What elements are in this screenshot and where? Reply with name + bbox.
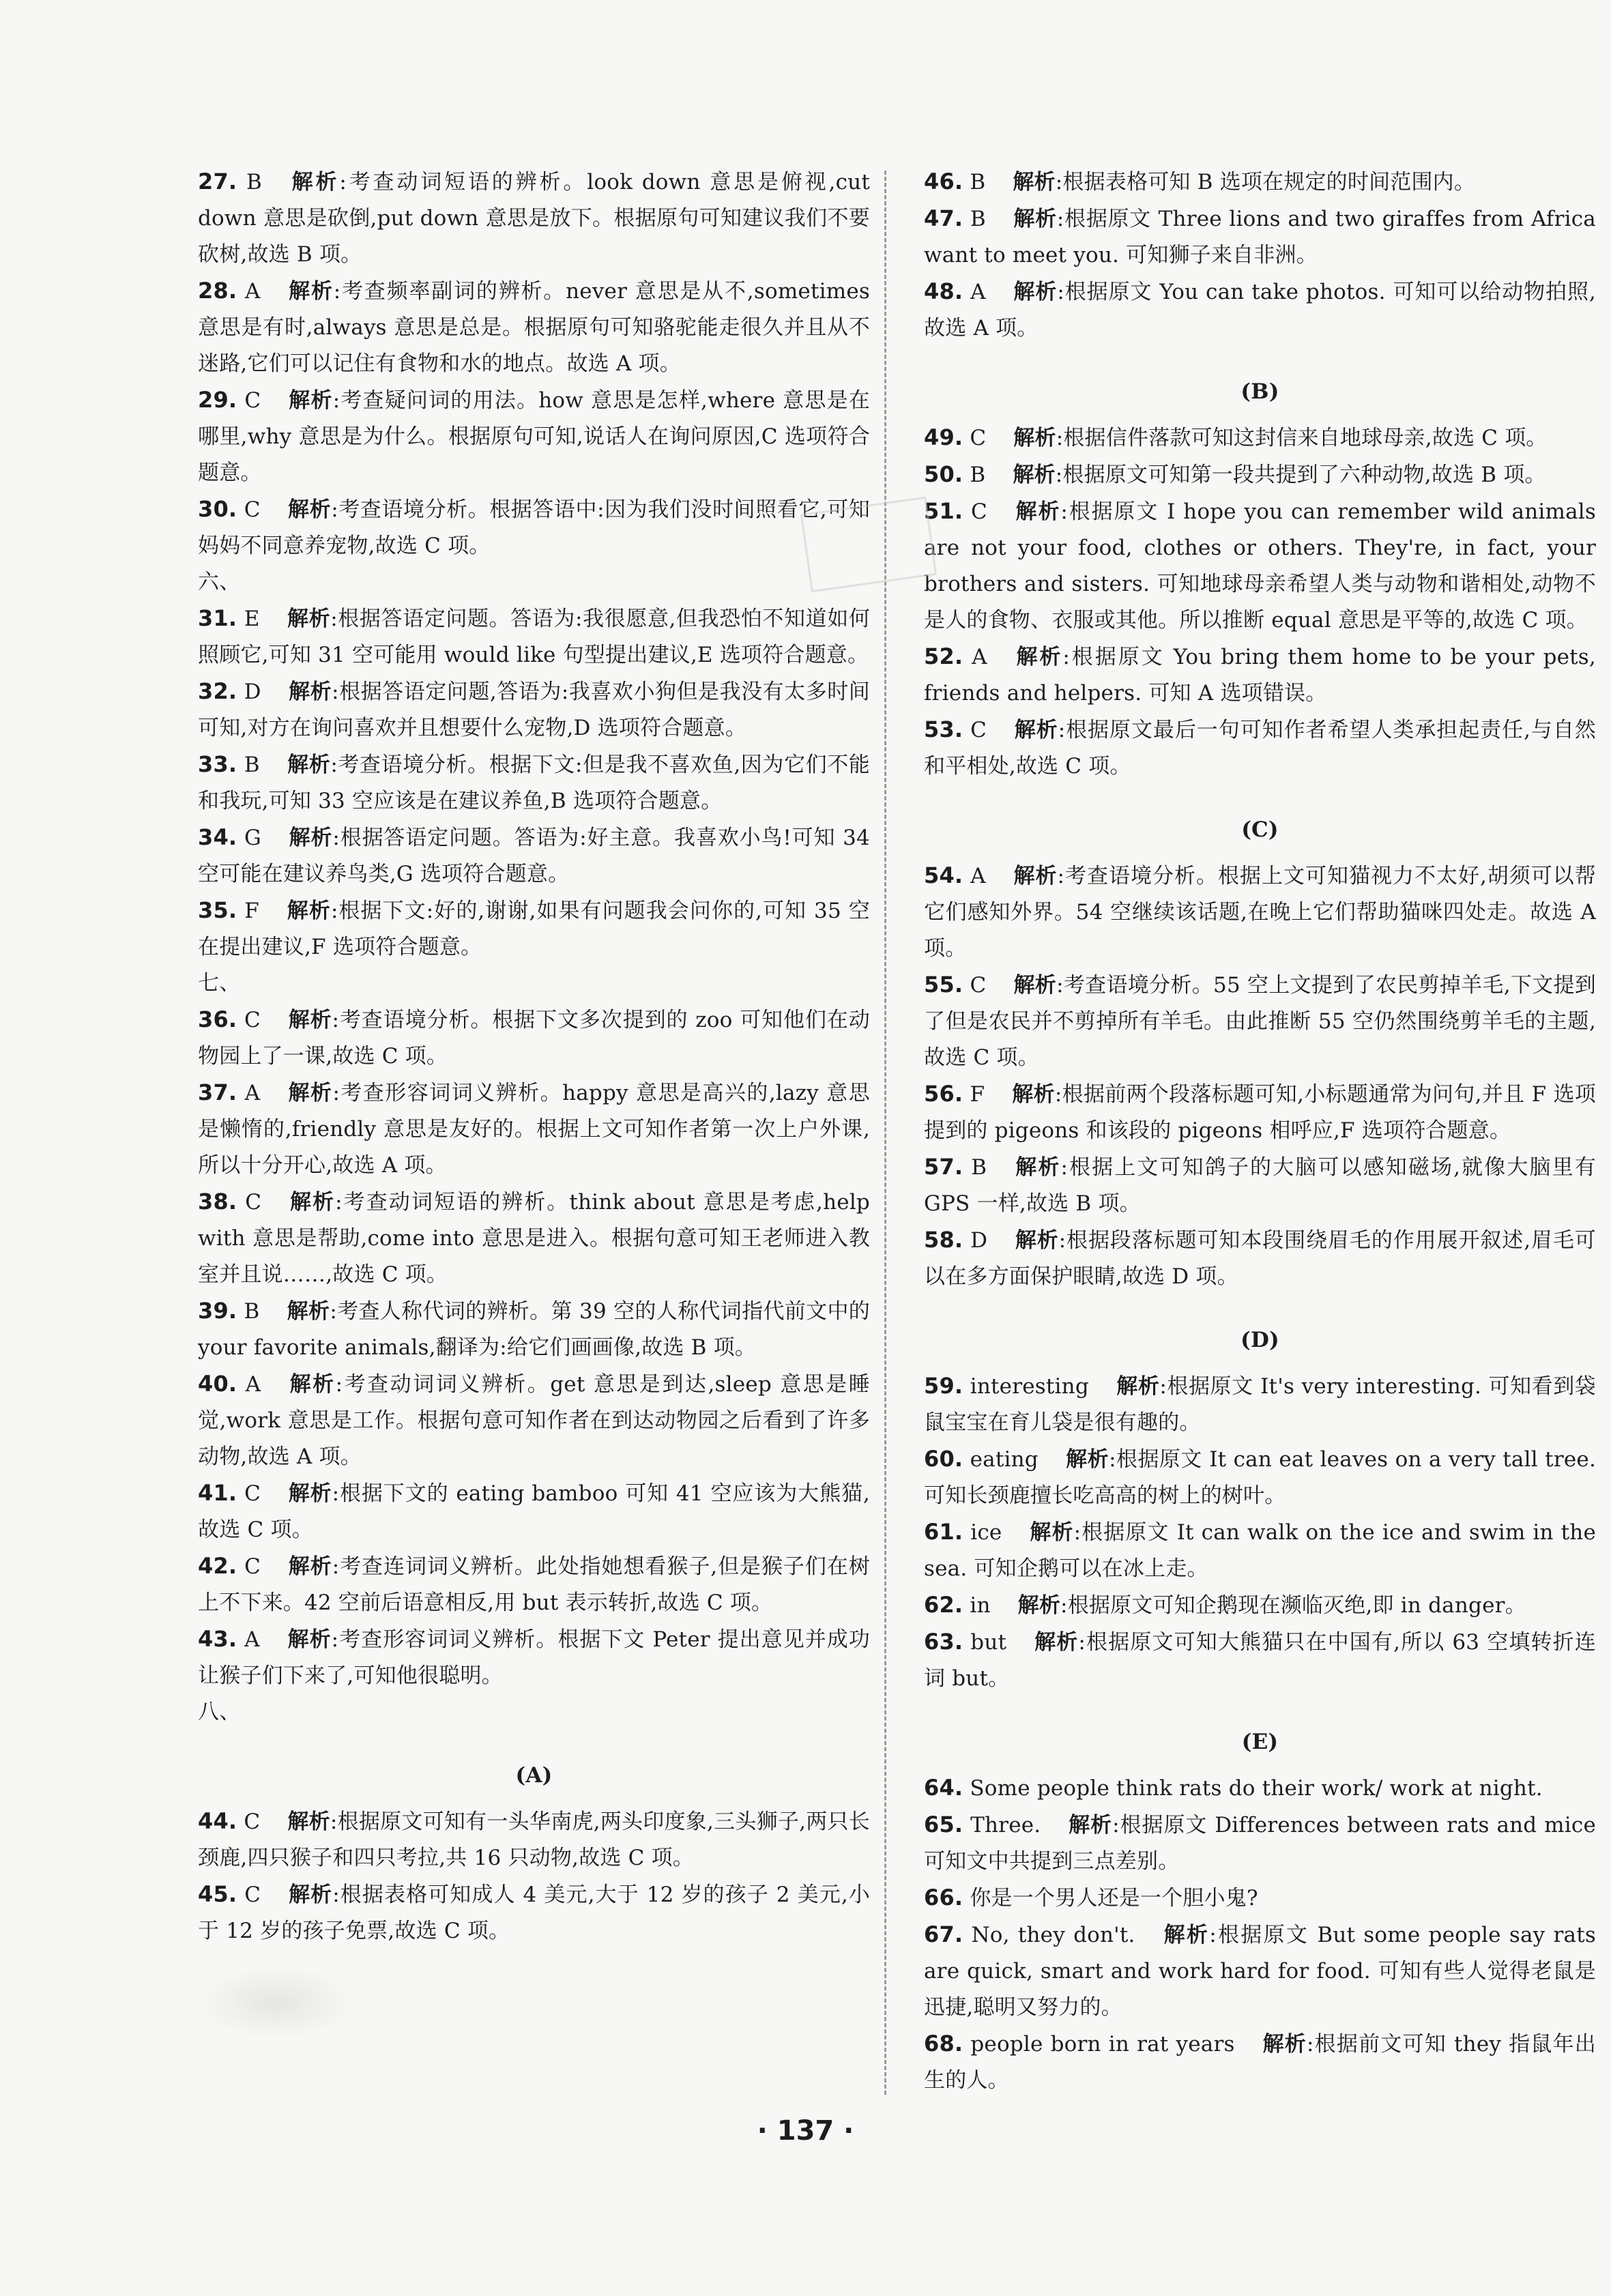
analysis-label: 解析 <box>1014 499 1061 524</box>
answer-entry <box>924 1441 1596 1514</box>
answer-entry <box>924 1149 1596 1222</box>
question-number: 29. <box>198 387 237 413</box>
analysis-text: :根据原文 It can eat leaves on a very tall tree. 可知长颈鹿擅长吃高高的树上的树叶。 <box>924 1447 1596 1508</box>
analysis-text: :考查疑问词的用法。how 意思是怎样,where 意思是在哪里,why 意思是为什么。根据原句可知,说话人在询问原因,C 选项符合题意。 <box>198 388 870 485</box>
answer-choice: D <box>963 1228 988 1253</box>
analysis-label: 解析 <box>1014 718 1058 742</box>
answer-entry <box>924 1514 1596 1587</box>
question-number: 60. <box>924 1446 963 1472</box>
analysis-text: 你是一个男人还是一个胆小鬼? <box>963 1886 1258 1910</box>
right-column <box>924 164 1596 2099</box>
question-number: 66. <box>924 1885 963 1910</box>
watermark-smudge <box>198 1965 355 2040</box>
answer-choice: ice <box>963 1520 1002 1545</box>
question-number: 38. <box>198 1189 237 1215</box>
question-number: 50. <box>924 461 963 487</box>
question-number: 61. <box>924 1519 963 1545</box>
analysis-label: 解析 <box>1162 1923 1210 1947</box>
analysis-label: 解析 <box>287 1081 333 1105</box>
answer-entry <box>924 1770 1596 1807</box>
analysis-text: :考查语境分析。根据下文多次提到的 zoo 可知他们在动物园上了一课,故选 C 项。 <box>198 1008 870 1069</box>
answer-choice: C <box>237 497 261 522</box>
answer-entry <box>924 1917 1596 2026</box>
analysis-label: 解析 <box>287 497 332 522</box>
analysis-text: :考查形容词词义辨析。根据下文 Peter 提出意见并成功让猴子们下来了,可知他很聪明。 <box>198 1627 870 1688</box>
answer-choice: A <box>963 864 986 888</box>
analysis-label: 解析 <box>288 1554 332 1579</box>
analysis-text: :考查语境分析。55 空上文提到了农民剪掉羊毛,下文提到了但是农民并不剪掉所有羊毛。由此推断 55 空仍然围绕剪羊毛的主题,故选 C 项。 <box>924 973 1597 1070</box>
answer-choice: B <box>963 463 986 487</box>
question-number: 46. <box>924 169 963 194</box>
answer-choice: C <box>237 1554 261 1579</box>
answer-entry <box>198 1184 870 1293</box>
analysis-label: 解析 <box>1116 1374 1160 1399</box>
analysis-label: 解析 <box>287 753 331 777</box>
answer-choice: C <box>963 973 987 998</box>
question-number: 58. <box>924 1227 963 1253</box>
answer-entry <box>924 1222 1596 1295</box>
answer-entry <box>198 164 870 273</box>
answer-choice: in <box>963 1593 991 1618</box>
answer-choice: A <box>237 1627 260 1652</box>
question-number: 30. <box>198 496 237 522</box>
answer-entry <box>198 819 870 892</box>
passage-label: (A) <box>515 1763 553 1788</box>
analysis-label: 解析 <box>289 170 340 194</box>
question-number: 49. <box>924 424 963 450</box>
answer-choice: people born in rat years <box>963 2032 1235 2057</box>
analysis-text: :考查连词词义辨析。此处指她想看猴子,但是猴子们在树上不下来。42 空前后语意相反,用 but 表示转折,故选 C 项。 <box>198 1554 870 1615</box>
passage-label: (B) <box>1240 379 1279 404</box>
analysis-text: :根据表格可知成人 4 美元,大于 12 岁的孩子 2 美元,小于 12 岁的孩子免票,故选 C 项。 <box>198 1883 870 1943</box>
answer-entry <box>198 491 870 564</box>
answer-choice: A <box>237 279 261 304</box>
question-number: 63. <box>924 1629 963 1655</box>
answer-choice: B <box>237 1299 260 1324</box>
answer-entry <box>924 858 1596 967</box>
analysis-text: :考查人称代词的辨析。第 39 空的人称代词指代前文中的 your favorite animals,翻译为:给它们画画像,故选 B 项。 <box>198 1299 870 1360</box>
analysis-text: :根据原文 You can take photos. 可知可以给动物拍照,故选 A 项。 <box>924 280 1596 340</box>
section-heading: 六、 <box>198 570 241 594</box>
answer-choice: A <box>237 1372 261 1397</box>
analysis-text: :根据原文可知有一头华南虎,两头印度象,三头狮子,两只长颈鹿,四只猴子和四只考拉,共 16 只动物,故选 C 项。 <box>198 1810 870 1870</box>
answer-entry <box>198 1002 870 1075</box>
analysis-label: 解析 <box>1013 207 1057 231</box>
answer-entry <box>924 1880 1596 1917</box>
question-number: 57. <box>924 1154 963 1180</box>
passage-label: (E) <box>1241 1730 1279 1754</box>
analysis-text: :根据原文可知大熊猫只在中国有,所以 63 空填转折连词 but。 <box>924 1630 1596 1691</box>
left-column <box>198 164 870 1949</box>
analysis-label: 解析 <box>288 826 333 850</box>
answer-entry <box>924 639 1596 712</box>
analysis-label: 解析 <box>1013 170 1056 194</box>
answer-choice: B <box>963 207 986 231</box>
answer-entry <box>924 712 1596 785</box>
question-number: 47. <box>924 205 963 231</box>
question-number: 40. <box>198 1371 237 1397</box>
answer-entry <box>198 1475 870 1548</box>
question-number: 42. <box>198 1553 237 1579</box>
analysis-label: 解析 <box>1013 280 1058 304</box>
analysis-text: :考查语境分析。根据答语中:因为我们没时间照看它,可知妈妈不同意养宠物,故选 C 项。 <box>198 497 871 558</box>
question-number: 52. <box>924 643 963 669</box>
answer-entry <box>924 967 1596 1076</box>
answer-choice: C <box>237 1810 261 1834</box>
question-number: 55. <box>924 972 963 998</box>
analysis-text: :根据原文 It can walk on the ice and swim in the sea. 可知企鹅可以在冰上走。 <box>924 1520 1596 1581</box>
analysis-label: 解析 <box>1014 645 1063 669</box>
question-number: 56. <box>924 1081 963 1107</box>
analysis-text: :根据原文 You bring them home to be your pets, friends and helpers. 可知 A 选项错误。 <box>924 645 1596 706</box>
question-number: 41. <box>198 1480 237 1506</box>
question-number: 51. <box>924 498 963 524</box>
answer-choice: C <box>237 1883 261 1907</box>
question-number: 28. <box>198 278 237 304</box>
answer-choice: interesting <box>963 1374 1089 1399</box>
answer-choice: D <box>237 680 261 704</box>
analysis-text: :考查频率副词的辨析。never 意思是从不,sometimes 意思是有时,always 意思是总是。根据原句可知骆驼能走很久并且从不迷路,它们可以记住有食物和水的地点。故选 A 项。 <box>198 279 870 376</box>
answer-choice: A <box>963 645 987 669</box>
question-number: 59. <box>924 1373 963 1399</box>
analysis-label: 解析 <box>287 607 331 631</box>
answer-entry <box>198 892 870 965</box>
analysis-label: 解析 <box>1015 1228 1059 1253</box>
answer-entry <box>924 1368 1596 1441</box>
answer-entry <box>198 1548 870 1621</box>
analysis-text: :根据下文:好的,谢谢,如果有问题我会问你的,可知 35 空在提出建议,F 选项符合题意。 <box>198 899 871 959</box>
question-number: 37. <box>198 1079 237 1105</box>
question-number: 65. <box>924 1812 963 1837</box>
answer-entry <box>924 164 1596 201</box>
passage-label: (D) <box>1240 1328 1279 1352</box>
section-heading: 八、 <box>198 1700 241 1724</box>
answer-choice: C <box>237 1481 261 1506</box>
answer-entry <box>198 382 870 491</box>
answer-choice: F <box>237 899 259 923</box>
analysis-label: 解析 <box>1068 1813 1113 1837</box>
answer-entry <box>924 274 1596 347</box>
question-number: 34. <box>198 824 237 850</box>
analysis-text: :根据原文 It's very interesting. 可知看到袋鼠宝宝在育儿袋是很有趣的。 <box>924 1374 1596 1435</box>
answer-choice: No, they don't. <box>963 1923 1135 1947</box>
analysis-label: 解析 <box>1013 426 1056 450</box>
question-number: 48. <box>924 278 963 304</box>
answer-choice: C <box>963 718 987 742</box>
analysis-text: :考查动词短语的辨析。look down 意思是俯视,cut down 意思是砍倒,put down 意思是放下。根据原句可知建议我们不要砍树,故选 B 项。 <box>198 170 870 267</box>
analysis-text: :考查动词短语的辨析。think about 意思是考虑,help with 意思是帮助,come into 意思是进入。根据句意可知王老师进入教室并且说……,故选 C 项。 <box>198 1190 870 1287</box>
answer-choice: B <box>237 170 262 194</box>
analysis-text: :考查动词词义辨析。get 意思是到达,sleep 意思是睡觉,work 意思是工作。根据句意可知作者在到达动物园之后看到了许多动物,故选 A 项。 <box>198 1372 870 1469</box>
answer-choice: E <box>237 607 260 631</box>
analysis-text: :根据答语定问题。答语为:我很愿意,但我恐怕不知道如何照顾它,可知 31 空可能用 would like 句型提出建议,E 选项符合题意。 <box>198 607 871 667</box>
analysis-label: 解析 <box>1262 2032 1307 2057</box>
answer-choice: but <box>963 1630 1007 1655</box>
analysis-text: :根据表格可知 B 选项在规定的时间范围内。 <box>1055 170 1476 194</box>
question-number: 39. <box>198 1298 237 1324</box>
question-number: 45. <box>198 1881 237 1907</box>
answer-entry <box>924 420 1596 456</box>
question-number: 54. <box>924 862 963 888</box>
column-divider <box>884 171 886 2095</box>
analysis-text: :根据原文可知第一段共提到了六种动物,故选 B 项。 <box>1055 463 1546 487</box>
analysis-label: 解析 <box>287 1008 332 1032</box>
question-number: 44. <box>198 1808 237 1834</box>
question-number: 33. <box>198 751 237 777</box>
answer-choice: B <box>963 1155 987 1180</box>
analysis-label: 解析 <box>1013 463 1056 487</box>
answer-entry <box>198 1803 870 1876</box>
answer-entry <box>924 201 1596 274</box>
passage-label: (C) <box>1241 817 1279 842</box>
answer-choice: Three. <box>963 1813 1041 1837</box>
answer-choice: B <box>963 170 986 194</box>
analysis-text: :根据原文 But some people say rats are quick, smart and work hard for food. 可知有些人觉得老鼠是迅捷,聪明又努力的。 <box>924 1923 1596 2020</box>
analysis-text: :考查语境分析。根据下文:但是我不喜欢鱼,因为它们不能和我玩,可知 33 空应该是在建议养鱼,B 选项符合题意。 <box>198 753 871 813</box>
analysis-text: :根据前两个段落标题可知,小标题通常为问句,并且 F 选项提到的 pigeons 和该段的 pigeons 相呼应,F 选项符合题意。 <box>924 1082 1596 1143</box>
analysis-label: 解析 <box>288 388 333 413</box>
analysis-label: 解析 <box>288 1883 333 1907</box>
analysis-label: 解析 <box>287 1627 332 1652</box>
analysis-text: :根据答语定问题,答语为:我喜欢小狗但是我没有太多时间可知,对方在询问喜欢并且想要什么宠物,D 选项符合题意。 <box>198 680 871 740</box>
answer-entry <box>198 1876 870 1949</box>
analysis-text: :根据原文 I hope you can remember wild animals are not your food, clothes or others. They're, in fact, your brothers and sisters. 可知地球母亲希望人类与动物和谐相处,动物不是人的食物、衣服或其他。所以推断 equal 意思是平等的,故选 C 项。 <box>924 499 1596 633</box>
question-number: 62. <box>924 1592 963 1618</box>
page-number: · 137 · <box>757 2115 854 2147</box>
answer-entry <box>924 1624 1596 1697</box>
answer-entry <box>198 746 870 819</box>
analysis-text: :根据原文最后一句可知作者希望人类承担起责任,与自然和平相处,故选 C 项。 <box>924 718 1596 779</box>
answer-choice: C <box>237 1008 261 1032</box>
answer-entry <box>924 1076 1596 1149</box>
analysis-label: 解析 <box>1014 1155 1061 1180</box>
answer-entry <box>198 1293 870 1366</box>
analysis-label: 解析 <box>287 1810 330 1834</box>
question-number: 43. <box>198 1626 237 1652</box>
analysis-label: 解析 <box>288 1481 332 1506</box>
section-heading: 七、 <box>198 971 241 996</box>
question-number: 27. <box>198 169 237 194</box>
analysis-label: 解析 <box>1029 1520 1074 1545</box>
answer-entry <box>924 1587 1596 1624</box>
answer-choice: C <box>237 388 261 413</box>
analysis-text: :根据原文 Differences between rats and mice 可知文中共提到三点差别。 <box>924 1813 1596 1874</box>
answer-entry <box>198 273 870 382</box>
analysis-label: 解析 <box>288 680 332 704</box>
answer-entry <box>924 456 1596 493</box>
answer-entry <box>198 1366 870 1475</box>
answer-choice: G <box>237 826 261 850</box>
analysis-text: :根据前文可知 they 指鼠年出生的人。 <box>924 2032 1596 2093</box>
answer-choice: F <box>963 1082 985 1107</box>
analysis-label: 解析 <box>1012 1082 1055 1107</box>
analysis-text: :考查语境分析。根据上文可知猫视力不太好,胡须可以帮它们感知外界。54 空继续该话题,在晚上它们帮助猫咪四处走。故选 A 项。 <box>924 864 1596 961</box>
question-number: 64. <box>924 1775 963 1801</box>
answer-choice: eating <box>963 1447 1039 1472</box>
analysis-text: :根据原文 Three lions and two giraffes from Africa want to meet you. 可知狮子来自非洲。 <box>924 207 1596 267</box>
question-number: 35. <box>198 897 237 923</box>
analysis-text: :考查形容词词义辨析。happy 意思是高兴的,lazy 意思是懒惰的,friendly 意思是友好的。根据上文可知作者第一次上户外课,所以十分开心,故选 A 项。 <box>198 1081 870 1178</box>
analysis-label: 解析 <box>286 899 331 923</box>
analysis-label: 解析 <box>287 279 334 304</box>
analysis-label: 解析 <box>1065 1447 1109 1472</box>
answer-entry <box>924 1807 1596 1880</box>
analysis-label: 解析 <box>288 1372 336 1397</box>
answer-choice: C <box>963 499 987 524</box>
question-number: 32. <box>198 678 237 704</box>
analysis-label: 解析 <box>1034 1630 1079 1655</box>
question-number: 68. <box>924 2031 963 2057</box>
analysis-text: :根据段落标题可知本段围绕眉毛的作用展开叙述,眉毛可以在多方面保护眼睛,故选 D 项。 <box>924 1228 1597 1289</box>
answer-entry <box>924 493 1596 639</box>
answer-entry <box>198 673 870 746</box>
analysis-text: :根据答语定问题。答语为:好主意。我喜欢小鸟!可知 34 空可能在建议养鸟类,G 选项符合题意。 <box>198 826 870 886</box>
analysis-label: 解析 <box>1013 864 1058 888</box>
analysis-label: 解析 <box>289 1190 336 1215</box>
answer-choice: B <box>237 753 260 777</box>
answer-choice: C <box>237 1190 262 1215</box>
answer-entry <box>924 2026 1596 2099</box>
watermark-stamp <box>800 497 937 593</box>
analysis-label: 解析 <box>287 1299 330 1324</box>
analysis-label: 解析 <box>1013 973 1057 998</box>
analysis-text: :根据下文的 eating bamboo 可知 41 空应该为大熊猫,故选 C 项。 <box>198 1481 870 1542</box>
analysis-text: :根据上文可知鸽子的大脑可以感知磁场,就像大脑里有 GPS 一样,故选 B 项。 <box>924 1155 1596 1216</box>
question-number: 53. <box>924 716 963 742</box>
question-number: 31. <box>198 605 237 631</box>
answer-choice: A <box>237 1081 261 1105</box>
analysis-text: :根据信件落款可知这封信来自地球母亲,故选 C 项。 <box>1056 426 1548 450</box>
analysis-text: Some people think rats do their work/ work at night. <box>963 1776 1543 1801</box>
answer-choice: C <box>963 426 987 450</box>
question-number: 67. <box>924 1921 963 1947</box>
answer-entry <box>198 1621 870 1694</box>
question-number: 36. <box>198 1006 237 1032</box>
analysis-label: 解析 <box>1017 1593 1061 1618</box>
answer-choice: A <box>963 280 986 304</box>
answer-entry <box>198 1075 870 1184</box>
answer-entry <box>198 600 870 673</box>
analysis-text: :根据原文可知企鹅现在濒临灭绝,即 in danger。 <box>1060 1593 1526 1618</box>
